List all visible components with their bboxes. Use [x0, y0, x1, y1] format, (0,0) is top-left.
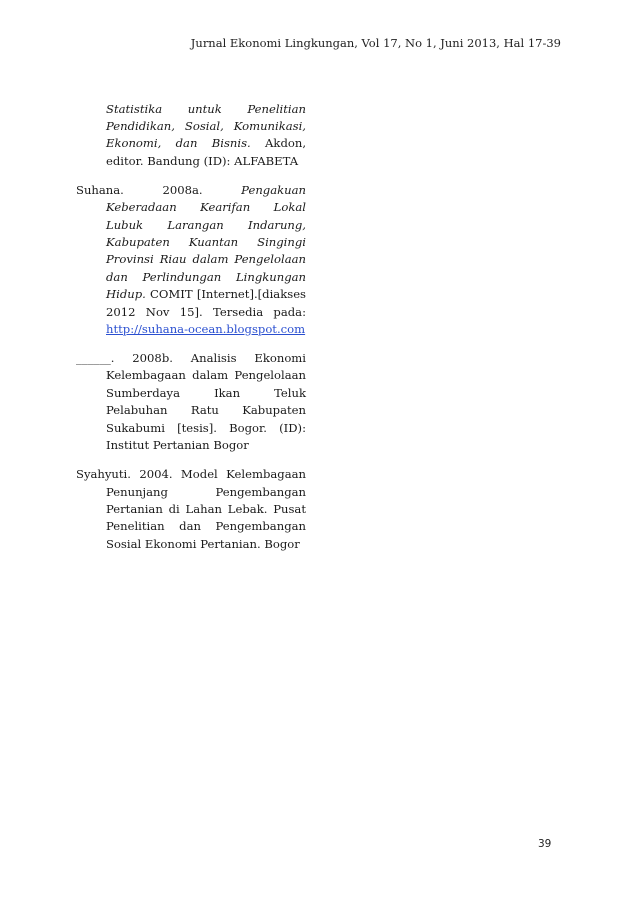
- reference-link[interactable]: http://suhana-ocean.blogspot.com: [106, 322, 306, 337]
- reference-entry: [76, 350, 306, 454]
- reference-list: [76, 89, 306, 561]
- reference-entry: [76, 101, 306, 171]
- reference-entry: [76, 466, 306, 553]
- reference-rest: COMIT [Internet].[diakses 2012 Nov 15]. Tersedia pada:: [106, 287, 306, 319]
- reference-lead: ______. 2008b. Analisis Ekonomi Kelembagaan dalam Pengelolaan Sumberdaya Ikan Teluk Pelabuhan Ratu Kabupaten Sukabumi [tesis]. Bogor. (ID): Institut Pertanian Bogor: [76, 351, 306, 453]
- reference-rest: Akdon, editor. Bandung (ID): ALFABETA: [106, 136, 307, 168]
- running-header: Jurnal Ekonomi Lingkungan, Vol 17, No 1, Juni 2013, Hal 17-39: [190, 36, 561, 50]
- reference-lead: Suhana. 2008a.: [76, 182, 242, 197]
- reference-title: Pengakuan Keberadaan Kearifan Lokal Lubuk Larangan Indarung, Kabupaten Kuantan Singingi Provinsi Riau dalam Pengelolaan dan Perlindungan Lingkungan Hidup.: [106, 182, 306, 302]
- reference-entry: [76, 182, 306, 339]
- reference-title: Statistika untuk Penelitian Pendidikan, Sosial, Komunikasi, Ekonomi, dan Bisnis.: [106, 101, 306, 151]
- page-number: 39: [538, 838, 552, 850]
- reference-lead: Syahyuti. 2004. Model Kelembagaan Penunjang Pengembangan Pertanian di Lahan Lebak. Pusat Penelitian dan Pengembangan Sosial Ekonomi Pertanian. Bogor: [76, 467, 306, 551]
